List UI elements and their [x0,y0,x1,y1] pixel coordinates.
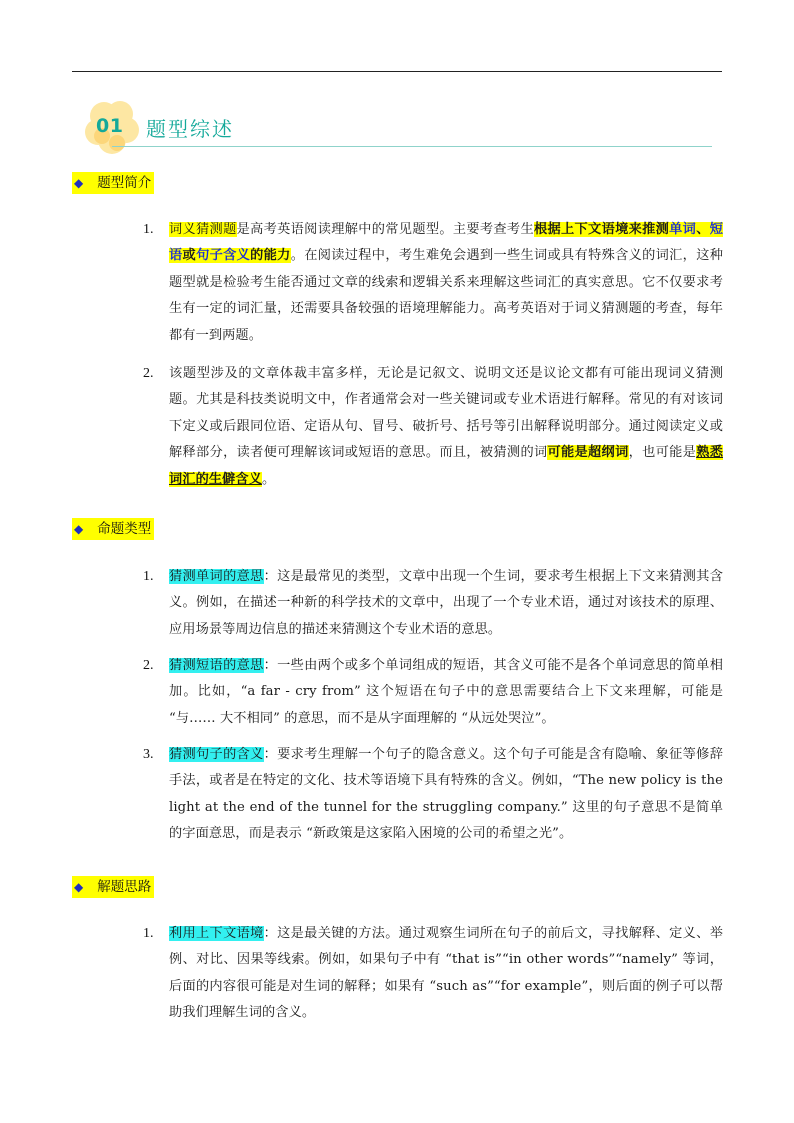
list-item [143,653,723,732]
subsection-heading [72,172,154,194]
list-item [143,564,723,643]
subsection-heading-text: 解题思路 [97,879,152,895]
list-item-text [169,742,723,848]
text-segment: 。 [262,471,276,487]
highlighted-text: 猜测句子的含义 [169,747,264,762]
highlighted-text: 词义猜测题 [169,222,237,237]
text-segment: 是高考英语阅读理解中的常见题型。主要考查考生 [236,222,534,237]
text-segment: 。在阅读过程中，考生难免会遇到一些生词或具有特殊含义的词汇，这种题型就是检验考生能否通过文章的线索和逻辑关系来理解这些词汇的真实意思。它不仅要求考生有一定的词汇量，还需要具备较强的语境理解能力。高考英语对于词义猜测题的考查，每年都有一到两题。 [169,248,724,343]
section-header [82,98,712,154]
text-segment: ：这是最关键的方法。通过观察生词所在句子的前后文，寻找解释、定义、举例、对比、因果等线索。例如，如果句子中有 “that is”“in other words”“namely” 等词，后面的内容很可能是对生词的解释；如果有 “such as”“for example”，则后面的例子可以帮助我们理解生词的含义。 [169,926,723,1021]
subsection-heading-text: 命题类型 [97,521,152,537]
list-item-number: 3. [143,747,154,762]
list-item-text [169,217,723,349]
flower-badge-icon [82,98,144,156]
text-segment: 该题型涉及的文章体裁丰富多样，无论是记叙文、说明文还是议论文都有可能出现词义猜测题。尤其是科技类说明文中，作者通常会对一些关键词或专业术语进行解释。常见的有对该词下定义或后跟同位语、定语从句、冒号、破折号、括号等引出解释说明部分。通过阅读定义或解释部分，读者便可理解该词或短语的意思。而且，被猜测的词 [169,366,723,461]
highlighted-text: 熟悉词汇的生僻含义 [169,445,723,487]
subsection-heading-text: 题型简介 [97,175,152,191]
list-item-number: 1. [143,926,154,941]
highlighted-text: 根据上下文语境来推测 [533,222,670,237]
section-number: 01 [96,115,124,137]
text-segment: ：一些由两个或多个单词组成的短语，其含义可能不是各个单词意思的简单相加。比如，“a far - cry from” 这个短语在句子中的意思需要结合上下文来理解，可能是 “与…… 大不相同” 的意思，而不是从字面理解的 “从远处哭泣”。 [169,658,723,726]
list-item-number: 1. [143,569,154,584]
highlighted-text: 可能是超纲词 [547,445,629,461]
list-item-text [169,564,723,643]
diamond-icon: ◆ [74,176,84,190]
list-item [143,361,723,493]
list-item-text [169,653,723,732]
highlighted-text: 利用上下文语境 [169,926,264,941]
highlighted-text: 的能力 [250,248,291,264]
highlighted-text: 单词 [669,222,697,237]
list-item [143,921,723,1027]
section-title: 题型综述 [146,117,234,141]
text-segment: ：这是最常见的类型，文章中出现一个生词，要求考生根据上下文来猜测其含义。例如，在描述一种新的科学技术的文章中，出现了一个专业术语，通过对该技术的原理、应用场景等周边信息的描述来猜测这个专业术语的意思。 [169,569,723,637]
list-item-text [169,361,723,493]
diamond-icon: ◆ [74,880,84,894]
list-item-number: 2. [143,366,154,381]
list-item-number: 2. [143,658,154,673]
highlighted-text: 、 [696,222,710,237]
list-item-number: 1. [143,222,154,237]
list-item-text [169,921,723,1027]
subsection-heading [72,518,154,540]
top-rule [72,71,722,72]
diamond-icon: ◆ [74,522,84,536]
list-item [143,217,723,349]
highlighted-text: 猜测短语的意思 [169,658,264,673]
highlighted-text: 短语 [169,222,724,264]
highlighted-text: 猜测单词的意思 [169,569,264,584]
list-item [143,742,723,848]
text-segment: ：要求考生理解一个句子的隐含意义。这个句子可能是含有隐喻、象征等修辞手法，或者是在特定的文化、技术等语境下具有特殊的含义。例如，“The new policy is the light at the end of the tunnel for the struggling company.” 这里的句子意思不是简单的字面意思，而是表示 “新政策是这家陷入困境的公司的希望之光”。 [169,747,723,842]
section-underline [112,146,712,147]
highlighted-text: 句子含义 [196,248,251,264]
highlighted-text: 或 [182,248,197,264]
subsection-heading [72,876,154,898]
text-segment: ，也可能是 [628,445,697,461]
